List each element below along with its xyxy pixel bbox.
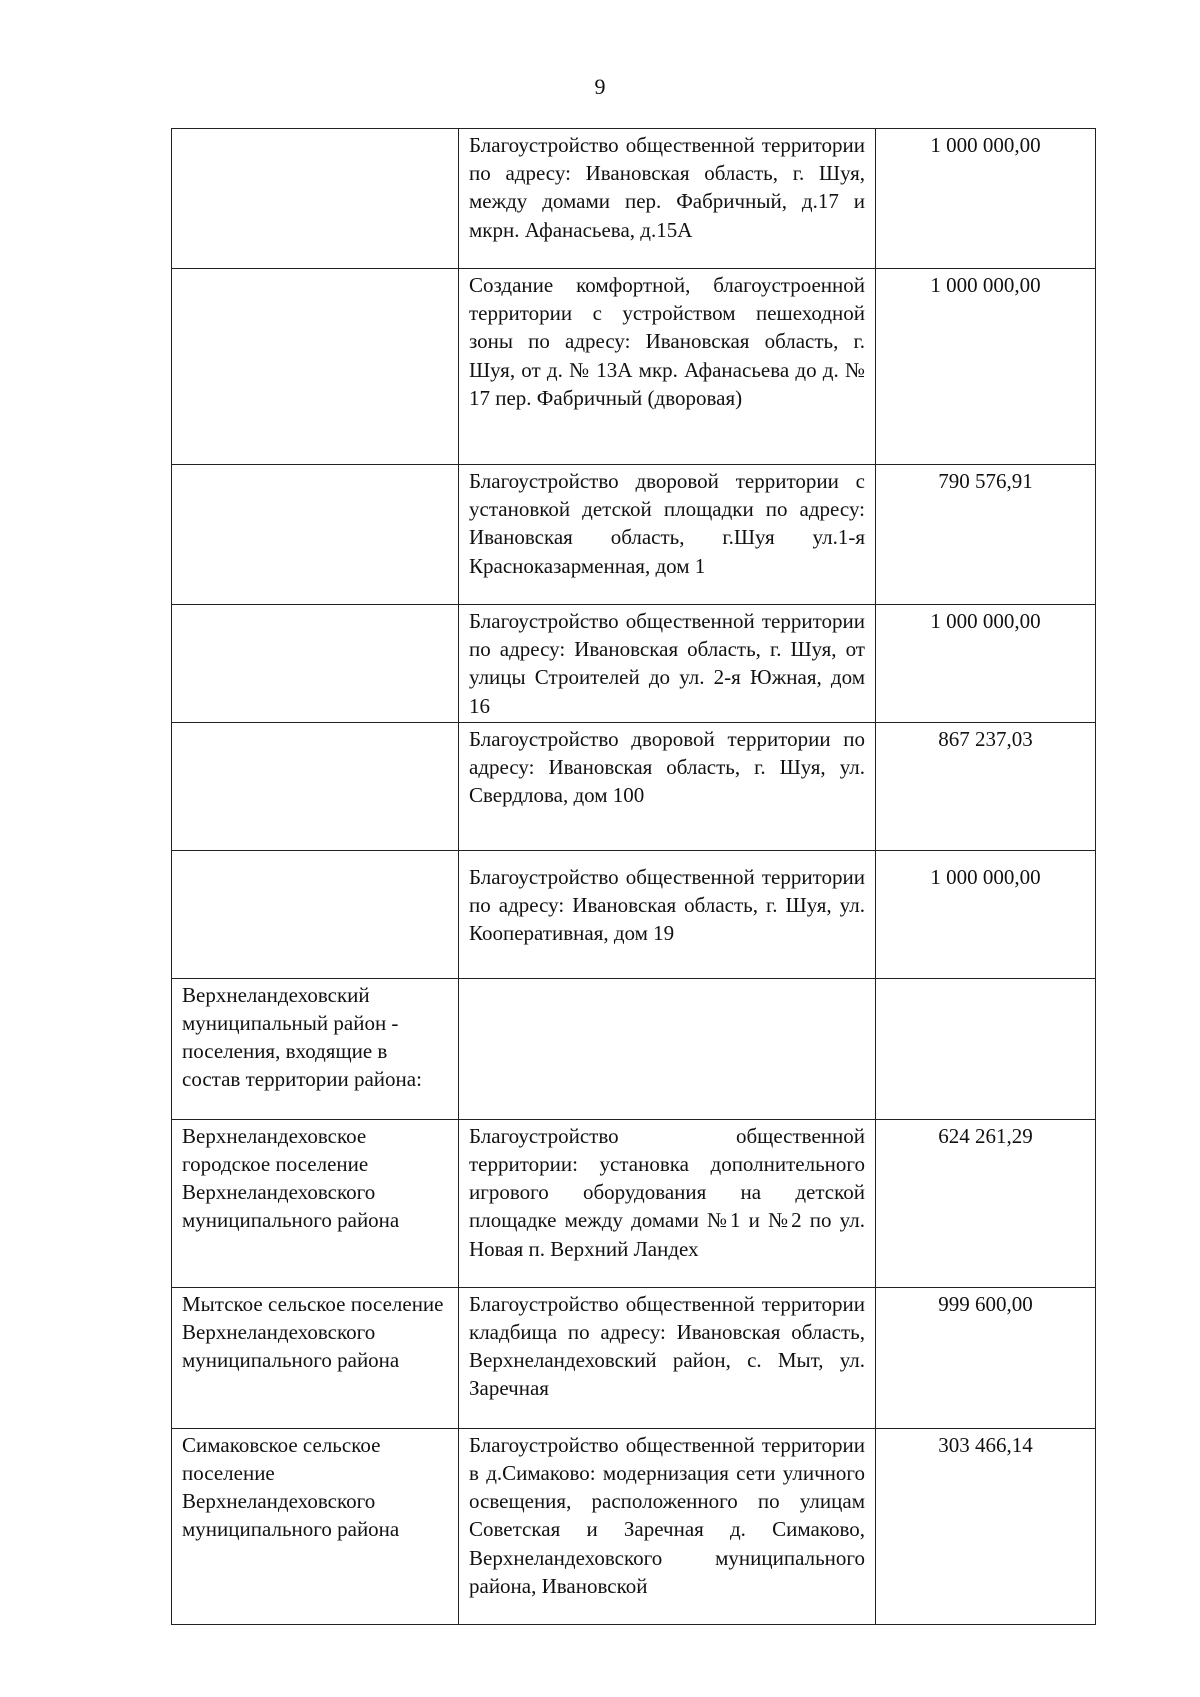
recipient-cell — [172, 269, 459, 465]
amount-cell: 790 576,91 — [876, 465, 1096, 605]
recipient-cell: Симаковское сельское поселение Верхнеландеховского муниципального района — [172, 1428, 459, 1624]
funding-table — [171, 128, 1096, 1625]
description-cell — [459, 978, 876, 1119]
recipient-cell — [172, 465, 459, 605]
recipient-cell: Верхнеландеховское городское поселение Верхнеландеховского муниципального района — [172, 1119, 459, 1287]
description-cell: Благоустройство общественной территории по адресу: Ивановская область, г. Шуя, ул. Кооперативная, дом 19 — [459, 850, 876, 978]
recipient-cell: Мытское сельское поселение Верхнеландеховского муниципального района — [172, 1287, 459, 1428]
description-cell: Создание комфортной, благоустроенной территории с устройством пешеходной зоны по адресу: Ивановская область, г. Шуя, от д. № 13А мкр. Афанасьева до д. № 17 пер. Фабричный (дворовая) — [459, 269, 876, 465]
amount-cell: 624 261,29 — [876, 1119, 1096, 1287]
amount-cell: 1 000 000,00 — [876, 269, 1096, 465]
description-cell: Благоустройство общественной территории в д.Симаково: модернизация сети уличного освещения, расположенного по улицам Советская и Заречная д. Симаково, Верхнеландеховского муниципального района, Ивановской — [459, 1428, 876, 1624]
table-row — [172, 1119, 1096, 1287]
description-cell: Благоустройство дворовой территории с установкой детской площадки по адресу: Ивановская область, г.Шуя ул.1-я Красноказарменная, дом 1 — [459, 465, 876, 605]
recipient-cell — [172, 129, 459, 269]
table-row — [172, 129, 1096, 269]
amount-cell — [876, 978, 1096, 1119]
description-cell: Благоустройство общественной территории по адресу: Ивановская область, г. Шуя, между домами пер. Фабричный, д.17 и мкрн. Афанасьева, д.15А — [459, 129, 876, 269]
amount-cell: 303 466,14 — [876, 1428, 1096, 1624]
description-cell: Благоустройство общественной территории по адресу: Ивановская область, г. Шуя, от улицы Строителей до ул. 2-я Южная, дом 16 — [459, 605, 876, 723]
recipient-cell: Верхнеландеховский муниципальный район - поселения, входящие в состав территории района: — [172, 978, 459, 1119]
recipient-cell — [172, 722, 459, 850]
amount-cell: 999 600,00 — [876, 1287, 1096, 1428]
amount-cell: 1 000 000,00 — [876, 850, 1096, 978]
description-cell: Благоустройство общественной территории: установка дополнительного игрового оборудования на детской площадке между домами №1 и №2 по ул. Новая п. Верхний Ландех — [459, 1119, 876, 1287]
description-cell: Благоустройство общественной территории кладбища по адресу: Ивановская область, Верхнеландеховский район, с. Мыт, ул. Заречная — [459, 1287, 876, 1428]
table-row — [172, 465, 1096, 605]
table-row — [172, 722, 1096, 850]
table-row — [172, 269, 1096, 465]
table-row — [172, 1287, 1096, 1428]
amount-cell: 1 000 000,00 — [876, 605, 1096, 723]
description-cell: Благоустройство дворовой территории по адресу: Ивановская область, г. Шуя, ул. Свердлова, дом 100 — [459, 722, 876, 850]
recipient-cell — [172, 850, 459, 978]
table-row — [172, 1428, 1096, 1624]
amount-cell: 1 000 000,00 — [876, 129, 1096, 269]
recipient-cell — [172, 605, 459, 723]
amount-cell: 867 237,03 — [876, 722, 1096, 850]
table-row — [172, 978, 1096, 1119]
table-row — [172, 850, 1096, 978]
page-number: 9 — [594, 74, 606, 99]
table-row — [172, 605, 1096, 723]
